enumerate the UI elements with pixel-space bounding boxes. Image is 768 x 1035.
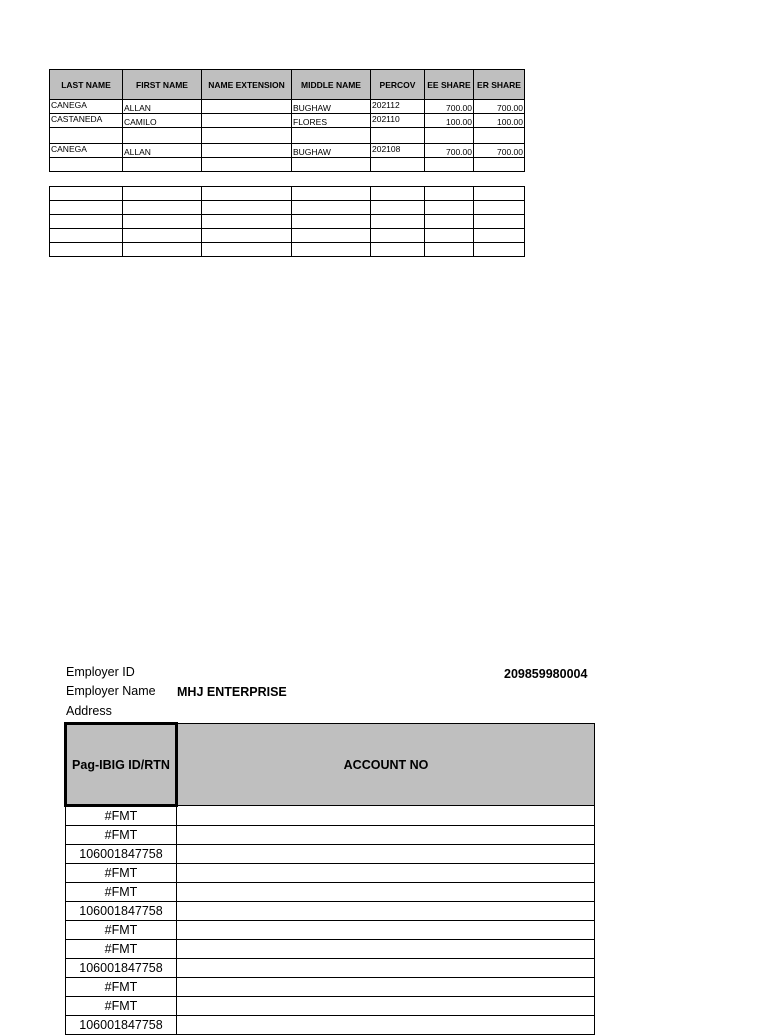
blank-cell (425, 201, 474, 215)
employer-id-label: Employer ID (66, 665, 135, 679)
blank-row (50, 243, 525, 257)
blank-cell (474, 187, 525, 201)
blank-cell (202, 229, 292, 243)
blank-cell (371, 201, 425, 215)
blank-cell (425, 229, 474, 243)
cell-ee-share: 700.00 (425, 100, 474, 114)
blank-cell (202, 243, 292, 257)
blank-row (50, 229, 525, 243)
cell-first-name: ALLAN (123, 100, 202, 114)
cell-percov (371, 128, 425, 144)
blank-cell (474, 215, 525, 229)
col-header-middle-name: MIDDLE NAME (292, 70, 371, 100)
cell-middle-name: BUGHAW (292, 100, 371, 114)
cell-middle-name: FLORES (292, 114, 371, 128)
col-header-er-share: ER SHARE (474, 70, 525, 100)
cell-pagibig-id: 106001847758 (66, 845, 177, 864)
cell-er-share (474, 158, 525, 172)
cell-pagibig-id: #FMT (66, 997, 177, 1016)
cell-account-no (177, 883, 595, 902)
blank-cell (474, 243, 525, 257)
cell-er-share: 100.00 (474, 114, 525, 128)
cell-account-no (177, 959, 595, 978)
blank-cell (292, 229, 371, 243)
contributions-table (49, 69, 525, 172)
col-header-account-no: ACCOUNT NO (177, 724, 595, 806)
cell-account-no (177, 921, 595, 940)
table-row (66, 902, 595, 921)
cell-account-no (177, 864, 595, 883)
employer-name-label: Employer Name (66, 684, 156, 698)
cell-pagibig-id: 106001847758 (66, 902, 177, 921)
col-header-last-name: LAST NAME (50, 70, 123, 100)
blank-cell (292, 201, 371, 215)
employer-id-value: 209859980004 (504, 667, 588, 681)
blank-cell (50, 243, 123, 257)
cell-pagibig-id: #FMT (66, 883, 177, 902)
blank-cell (371, 187, 425, 201)
table-row (66, 1016, 595, 1035)
cell-name-extension (202, 158, 292, 172)
table-row (66, 959, 595, 978)
table-row (50, 128, 525, 144)
cell-percov: 202112 (371, 100, 425, 114)
cell-er-share: 700.00 (474, 144, 525, 158)
col-header-first-name: FIRST NAME (123, 70, 202, 100)
blank-cell (202, 215, 292, 229)
cell-er-share: 700.00 (474, 100, 525, 114)
blank-cell (371, 215, 425, 229)
cell-percov: 202110 (371, 114, 425, 128)
table-row (50, 144, 525, 158)
table-row (50, 114, 525, 128)
cell-first-name: ALLAN (123, 144, 202, 158)
blank-cell (123, 215, 202, 229)
col-header-name-extension: NAME EXTENSION (202, 70, 292, 100)
header-row (66, 724, 595, 806)
cell-middle-name (292, 128, 371, 144)
blank-cell (202, 201, 292, 215)
cell-account-no (177, 806, 595, 826)
employer-name-value: MHJ ENTERPRISE (177, 685, 287, 699)
blank-row (50, 201, 525, 215)
table-row (66, 921, 595, 940)
blank-cell (202, 187, 292, 201)
blank-cell (50, 201, 123, 215)
col-header-pagibig-id: Pag-IBIG ID/RTN (66, 724, 177, 806)
table-row (66, 864, 595, 883)
cell-name-extension (202, 144, 292, 158)
blank-cell (123, 243, 202, 257)
address-label: Address (66, 704, 112, 718)
cell-pagibig-id: #FMT (66, 864, 177, 883)
cell-middle-name: BUGHAW (292, 144, 371, 158)
blank-cell (425, 215, 474, 229)
cell-last-name: CANEGA (50, 100, 123, 114)
cell-name-extension (202, 114, 292, 128)
blank-cell (292, 215, 371, 229)
blank-cell (123, 201, 202, 215)
table-row (66, 806, 595, 826)
cell-pagibig-id: #FMT (66, 978, 177, 997)
cell-ee-share (425, 128, 474, 144)
table-row (50, 158, 525, 172)
blank-cell (474, 201, 525, 215)
cell-first-name (123, 158, 202, 172)
header-row (50, 70, 525, 100)
cell-account-no (177, 1016, 595, 1035)
table-row (66, 940, 595, 959)
cell-first-name (123, 128, 202, 144)
blank-cell (123, 229, 202, 243)
blank-cell (292, 187, 371, 201)
blank-cell (425, 187, 474, 201)
blank-cell (50, 215, 123, 229)
cell-account-no (177, 902, 595, 921)
pagibig-ids-table (64, 722, 595, 1035)
blank-cell (123, 187, 202, 201)
table-row (66, 826, 595, 845)
cell-er-share (474, 128, 525, 144)
cell-name-extension (202, 128, 292, 144)
blank-grid-table (49, 186, 525, 257)
col-header-percov: PERCOV (371, 70, 425, 100)
table-row (50, 100, 525, 114)
cell-last-name: CANEGA (50, 144, 123, 158)
cell-last-name (50, 128, 123, 144)
blank-cell (371, 243, 425, 257)
cell-pagibig-id: 106001847758 (66, 1016, 177, 1035)
table-row (66, 845, 595, 864)
cell-percov (371, 158, 425, 172)
blank-cell (371, 229, 425, 243)
table-row (66, 883, 595, 902)
col-header-ee-share: EE SHARE (425, 70, 474, 100)
cell-ee-share: 100.00 (425, 114, 474, 128)
cell-account-no (177, 826, 595, 845)
cell-last-name (50, 158, 123, 172)
blank-cell (425, 243, 474, 257)
table-row (66, 997, 595, 1016)
cell-account-no (177, 997, 595, 1016)
cell-pagibig-id: #FMT (66, 940, 177, 959)
cell-middle-name (292, 158, 371, 172)
cell-account-no (177, 940, 595, 959)
cell-pagibig-id: #FMT (66, 826, 177, 845)
blank-cell (50, 187, 123, 201)
cell-name-extension (202, 100, 292, 114)
cell-pagibig-id: #FMT (66, 806, 177, 826)
cell-last-name: CASTANEDA (50, 114, 123, 128)
blank-row (50, 215, 525, 229)
cell-first-name: CAMILO (123, 114, 202, 128)
blank-row (50, 187, 525, 201)
cell-account-no (177, 845, 595, 864)
cell-pagibig-id: #FMT (66, 921, 177, 940)
cell-ee-share (425, 158, 474, 172)
cell-percov: 202108 (371, 144, 425, 158)
blank-cell (292, 243, 371, 257)
cell-account-no (177, 978, 595, 997)
cell-pagibig-id: 106001847758 (66, 959, 177, 978)
blank-cell (474, 229, 525, 243)
cell-ee-share: 700.00 (425, 144, 474, 158)
blank-cell (50, 229, 123, 243)
table-row (66, 978, 595, 997)
